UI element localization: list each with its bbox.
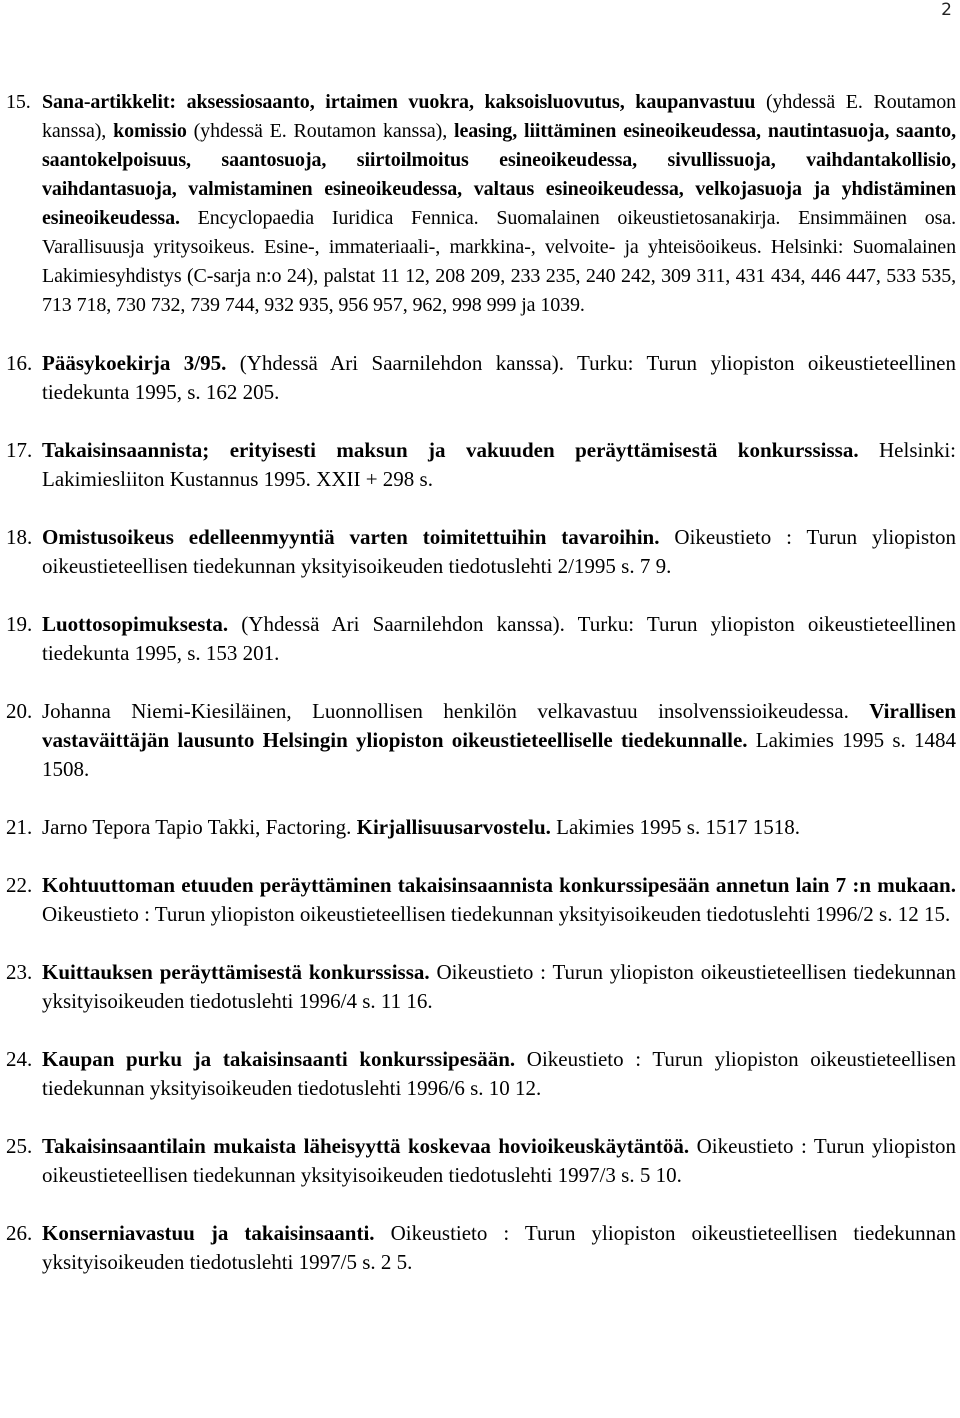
entry-citation: (Yhdessä Ari Saarnilehdon kanssa). Turku: Turun yliopiston oikeustieteellinen tiedekunta 1995, s. 162 205. <box>42 351 956 404</box>
entry-number: 26. <box>6 1221 33 1245</box>
publication-entry <box>6 523 956 581</box>
publication-entry <box>6 610 956 668</box>
publication-entry <box>6 1219 956 1277</box>
entry-citation: Johanna Niemi-Kiesiläinen, Luonnollisen henkilön velkavastuu insolvenssioikeudessa. <box>42 699 870 723</box>
entry-citation: Oikeustieto : Turun yliopiston oikeustieteellisen tiedekunnan yksityisoikeuden tiedotuslehti 1996/2 s. 12 15. <box>42 902 951 926</box>
entry-citation: Lakimies 1995 s. 1517 1518. <box>550 815 800 839</box>
entry-citation: Oikeustieto : Turun yliopiston oikeustieteellisen tiedekunnan yksityisoikeuden tiedotuslehti 2/1995 s. 7 9. <box>42 525 956 578</box>
entry-number: 21. <box>6 815 33 839</box>
publication-entry <box>6 88 956 320</box>
entry-number: 25. <box>6 1134 33 1158</box>
publication-entry <box>6 958 956 1016</box>
publication-entry <box>6 813 956 842</box>
publication-entry <box>6 697 956 784</box>
entry-number: 15. <box>6 91 31 113</box>
entry-citation: Oikeustieto : Turun yliopiston oikeustieteellisen tiedekunnan yksityisoikeuden tiedotuslehti 1996/6 s. 10 12. <box>42 1047 957 1100</box>
entry-title: Kirjallisuusarvostelu. <box>356 815 551 839</box>
entry-title: leasing, liittäminen esineoikeudessa, nautintasuoja, saanto, saantokelpoisuus, saantosuoja, siirtoilmoitus esineoikeudessa, sivullissuoja, vaihdantakollisio, vaihdantasuoja, valmistaminen esineoikeudessa, valtaus esineoikeudessa, velkojasuoja ja yhdistäminen esineoikeudessa. <box>42 120 956 229</box>
publication-entry <box>6 349 956 407</box>
entry-citation: Jarno Tepora Tapio Takki, Factoring. <box>42 815 357 839</box>
entry-number: 23. <box>6 960 33 984</box>
entry-citation: (Yhdessä Ari Saarnilehdon kanssa). Turku: Turun yliopiston oikeustieteellinen tiedekunta 1995, s. 153 201. <box>42 612 956 665</box>
publication-entry <box>6 871 956 929</box>
entry-title: Kuittauksen peräyttämisestä konkurssissa. <box>42 960 430 984</box>
publication-entry <box>6 1132 956 1190</box>
page-number: 2 <box>941 0 952 20</box>
entry-title: Takaisinsaannista; erityisesti maksun ja vakuuden peräyttämisestä konkurssissa. <box>42 438 859 462</box>
publication-list <box>6 88 956 1306</box>
entry-citation: Lakimies 1995 s. 1484 1508. <box>42 728 956 781</box>
entry-title: Kaupan purku ja takaisinsaanti konkurssipesään. <box>42 1047 516 1071</box>
entry-title: komissio <box>113 120 187 142</box>
entry-citation: Helsinki: Lakimiesliiton Kustannus 1995. XXII + 298 s. <box>42 438 957 491</box>
entry-citation: (yhdessä E. Routamon kanssa), <box>42 91 957 142</box>
publication-entry <box>6 1045 956 1103</box>
entry-title: Pääsykoekirja 3/95. <box>42 351 227 375</box>
entry-number: 20. <box>6 699 33 723</box>
entry-citation: Oikeustieto : Turun yliopiston oikeustieteellisen tiedekunnan yksityisoikeuden tiedotuslehti 1996/4 s. 11 16. <box>42 960 956 1013</box>
entry-citation: Encyclopaedia Iuridica Fennica. Suomalainen oikeustietosanakirja. Ensimmäinen osa. Varallisuusja yritysoikeus. Esine-, immateriaali-, markkina-, velvoite- ja yhteisöoikeus. Helsinki: Suomalainen Lakimiesyhdistys (C-sarja n:o 24), palstat 11 12, 208 209, 233 235, 240 242, 309 311, 431 434, 446 447, 533 535, 713 718, 730 732, 739 744, 932 935, 956 957, 962, 998 999 ja 1039. <box>42 207 956 316</box>
entry-title: Virallisen vastaväittäjän lausunto Helsingin yliopiston oikeustieteelliselle tiedekunnalle. <box>42 699 956 752</box>
entry-title: Sana-artikkelit: aksessiosaanto, irtaimen vuokra, kaksoisluovutus, kaupanvastuu <box>42 91 756 113</box>
entry-number: 24. <box>6 1047 33 1071</box>
entry-number: 19. <box>6 612 33 636</box>
entry-citation: Oikeustieto : Turun yliopiston oikeustieteellisen tiedekunnan yksityisoikeuden tiedotuslehti 1997/3 s. 5 10. <box>42 1134 956 1187</box>
entry-title: Konserniavastuu ja takaisinsaanti. <box>42 1221 375 1245</box>
entry-title: Kohtuuttoman etuuden peräyttäminen takaisinsaannista konkurssipesään annetun lain 7 :n mukaan. <box>42 873 956 897</box>
entry-title: Omistusoikeus edelleenmyyntiä varten toimitettuihin tavaroihin. <box>42 525 660 549</box>
entry-citation: Oikeustieto : Turun yliopiston oikeustieteellisen tiedekunnan yksityisoikeuden tiedotuslehti 1997/5 s. 2 5. <box>42 1221 956 1274</box>
entry-number: 17. <box>6 438 33 462</box>
entry-citation: (yhdessä E. Routamon kanssa), <box>186 120 455 142</box>
entry-title: Takaisinsaantilain mukaista läheisyyttä koskevaa hovioikeuskäytäntöä. <box>42 1134 690 1158</box>
publication-entry <box>6 436 956 494</box>
entry-number: 22. <box>6 873 33 897</box>
entry-title: Luottosopimuksesta. <box>42 612 229 636</box>
entry-number: 16. <box>6 351 33 375</box>
entry-number: 18. <box>6 525 33 549</box>
